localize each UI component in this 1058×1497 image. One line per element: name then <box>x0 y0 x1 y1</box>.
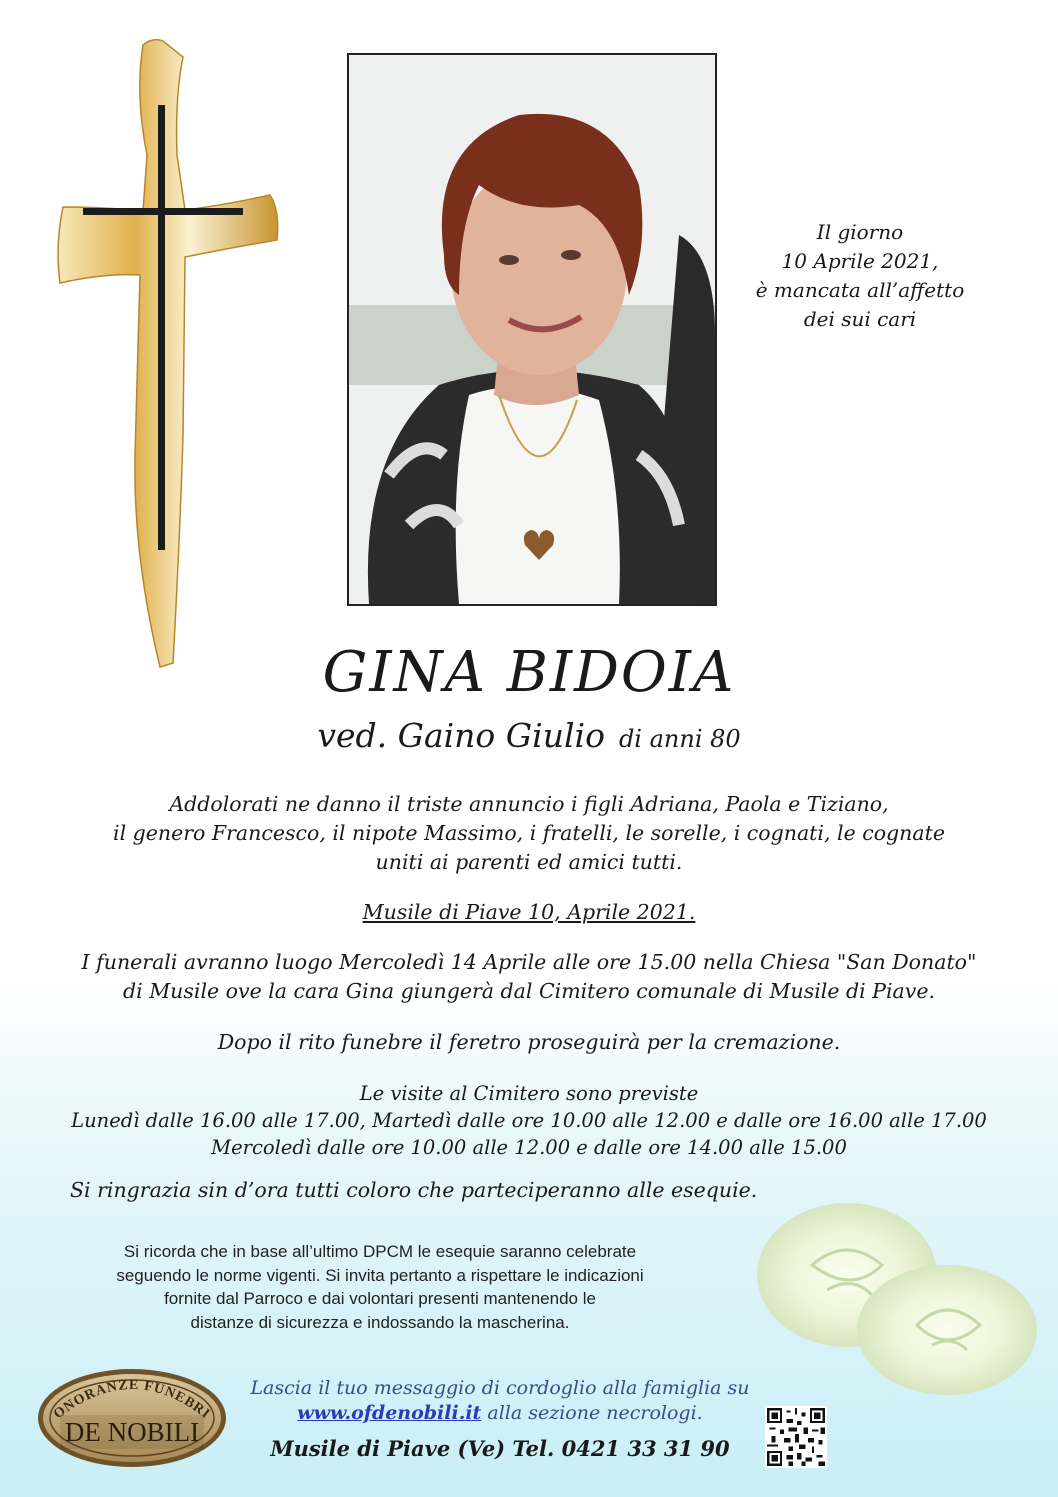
visits-line: Le visite al Cimitero sono previste <box>359 1082 699 1105</box>
death-notice-line: dei sui cari <box>803 307 917 331</box>
visits-line: Lunedì dalle 16.00 alle 17.00, Martedì dalle ore 10.00 alle 12.00 e dalle ore 16.00 alle 17.00 <box>71 1109 987 1132</box>
visits-info <box>40 1080 1018 1161</box>
logo-name: DE NOBILI <box>64 1417 200 1447</box>
dpcm-line: distanze di sicurezza e indossando la mascherina. <box>190 1312 570 1332</box>
website-link[interactable]: www.ofdenobili.it <box>297 1402 482 1424</box>
funeral-line: I funerali avranno luogo Mercoledì 14 Aprile alle ore 15.00 nella Chiesa "San Donato" <box>81 950 977 974</box>
contact-info: Musile di Piave (Ve) Tel. 0421 33 31 90 <box>270 1436 730 1461</box>
death-notice-date: 10 Aprile 2021, <box>781 249 939 273</box>
visits-line: Mercoledì dalle ore 10.00 alle 12.00 e dalle ore 14.00 alle 15.00 <box>211 1136 847 1159</box>
announcement-line: uniti ai parenti ed amici tutti. <box>375 850 683 874</box>
message-line: Lascia il tuo messaggio di cordoglio alla famiglia su <box>250 1377 750 1399</box>
place-date: Musile di Piave 10, Aprile 2021. <box>362 900 696 924</box>
portrait-illustration <box>349 55 715 604</box>
condolence-message <box>240 1376 760 1426</box>
announcement-line: il genero Francesco, il nipote Massimo, i fratelli, le sorelle, i cognati, le cognate <box>113 821 945 845</box>
de-nobili-logo <box>36 1367 228 1469</box>
funeral-info <box>40 948 1018 1006</box>
cremation-info: Dopo il rito funebre il feretro proseguirà per la cremazione. <box>217 1030 841 1054</box>
death-notice-line: è mancata all’affetto <box>755 278 965 302</box>
widow-line <box>0 716 1058 755</box>
widow-of: ved. Gaino Giulio <box>317 716 605 755</box>
message-line-2 <box>240 1401 760 1426</box>
thanks: Si ringrazia sin d’ora tutti coloro che parteciperanno alle esequie. <box>70 1178 758 1202</box>
cross-icon <box>55 35 295 675</box>
dpcm-line: seguendo le norme vigenti. Si invita pertanto a rispettare le indicazioni <box>116 1265 644 1285</box>
dpcm-notice <box>50 1240 710 1334</box>
portrait-photo <box>347 53 717 606</box>
deceased-name: GINA BIDOIA <box>322 640 736 705</box>
white-roses-image <box>752 1195 1052 1395</box>
deceased-age: di anni 80 <box>618 725 741 753</box>
message-suffix: alla sezione necrologi. <box>481 1402 703 1424</box>
logo-top-text: ONORANZE FUNEBRI <box>51 1377 214 1423</box>
death-notice <box>740 218 980 334</box>
death-notice-line: Il giorno <box>816 220 904 244</box>
funeral-line: di Musile ove la cara Gina giungerà dal Cimitero comunale di Musile di Piave. <box>123 979 935 1003</box>
qr-code[interactable] <box>765 1406 827 1468</box>
dpcm-line: Si ricorda che in base all’ultimo DPCM le esequie saranno celebrate <box>123 1242 637 1261</box>
announcement <box>40 790 1018 877</box>
announcement-line: Addolorati ne danno il triste annuncio i figli Adriana, Paola e Tiziano, <box>169 792 889 816</box>
dpcm-line: fornite dal Parroco e dai volontari presenti mantenendo le <box>164 1289 596 1308</box>
